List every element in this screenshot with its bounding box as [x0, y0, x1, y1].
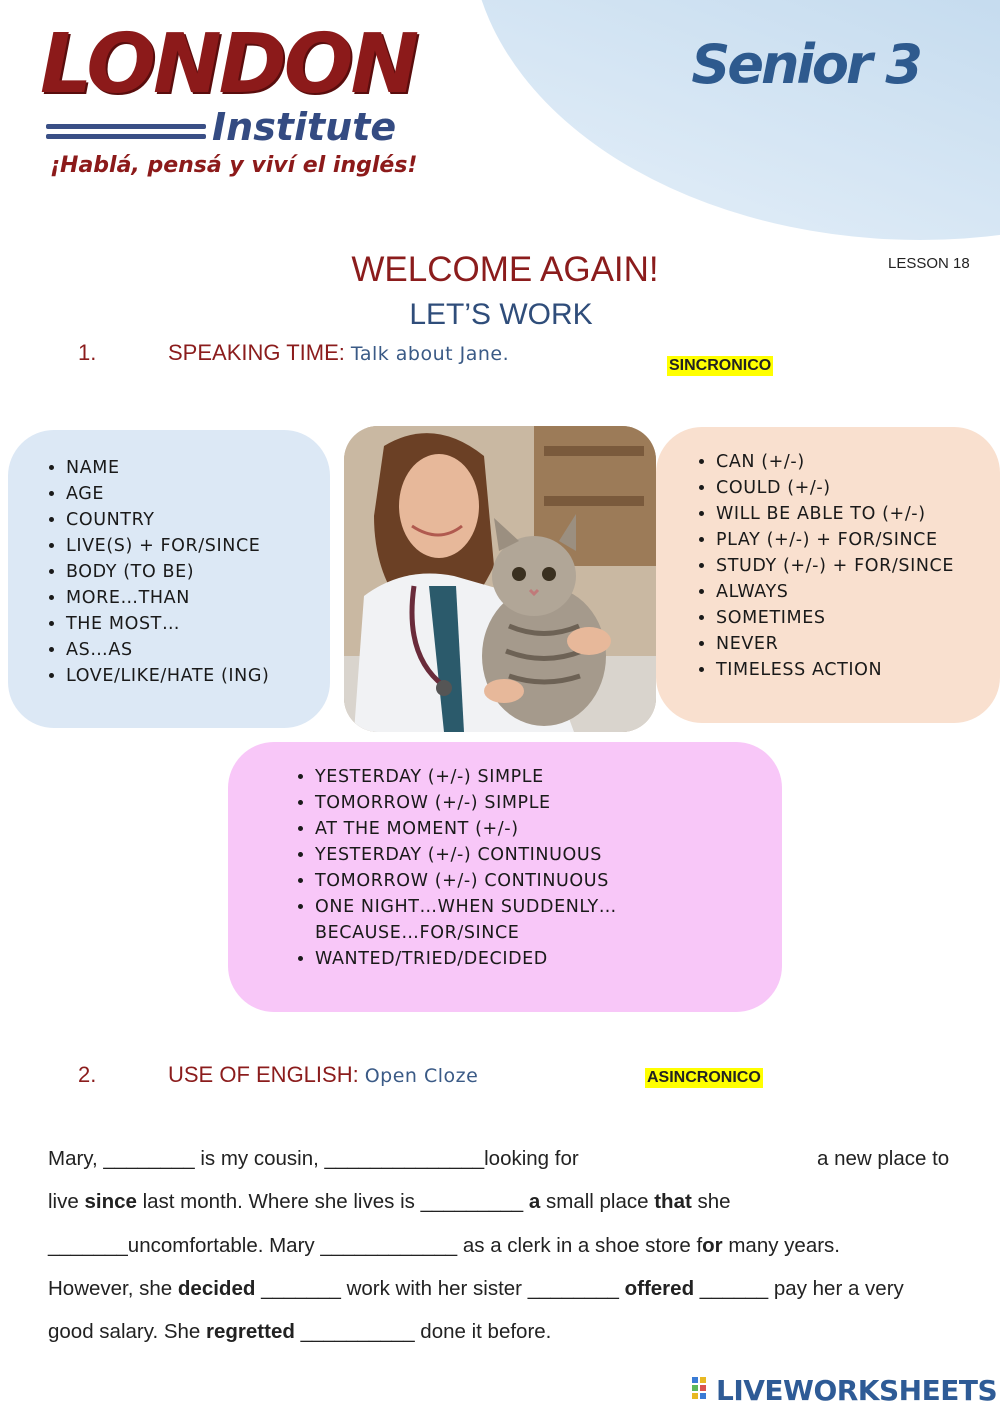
list-item: • BODY (TO BE): [66, 559, 330, 585]
list-item: • AS…AS: [66, 637, 330, 663]
logo-institute: Institute: [212, 105, 397, 149]
list-item: • AGE: [66, 481, 330, 507]
cloze-text: live: [48, 1190, 85, 1214]
logo-lines: [46, 124, 206, 144]
cloze-text: ______ pay her a very: [694, 1276, 904, 1300]
cloze-keyword: a: [528, 1190, 541, 1214]
section1-heading: [168, 340, 509, 366]
photo-illustration: [344, 426, 656, 732]
list-item: • PLAY (+/-) + FOR/SINCE: [716, 527, 1000, 553]
cloze-keyword: that: [654, 1190, 692, 1214]
cloze-keyword: offered: [624, 1276, 695, 1300]
list-item: • STUDY (+/-) + FOR/SINCE: [716, 553, 1000, 579]
cloze-text: However, she: [48, 1276, 178, 1300]
page-subtitle: LET’S WORK: [409, 298, 593, 331]
topics-list-2: [656, 427, 1000, 683]
section2-number: 2.: [78, 1062, 97, 1087]
list-item: • ONE NIGHT…WHEN SUDDENLY…BECAUSE…FOR/SINCE: [315, 894, 675, 946]
speaking-topics-box-3: [228, 742, 782, 1012]
cloze-text: last month. Where she lives is _________: [136, 1190, 529, 1214]
cloze-keyword: or: [702, 1233, 723, 1257]
list-item: • AT THE MOMENT (+/-): [315, 816, 675, 842]
cloze-keyword: decided: [177, 1276, 256, 1300]
cloze-line: [48, 1267, 978, 1310]
cloze-text: Mary, ________ is my cousin, ______________looking for: [48, 1147, 579, 1170]
section1-number: 1.: [78, 340, 97, 365]
list-item: • SOMETIMES: [716, 605, 1000, 631]
list-item: • WANTED/TRIED/DECIDED: [315, 946, 675, 972]
list-item: • YESTERDAY (+/-) SIMPLE: [315, 764, 675, 790]
cloze-keyword: regretted: [206, 1320, 295, 1344]
list-item: • COUNTRY: [66, 507, 330, 533]
topics-list-1: [8, 430, 330, 689]
list-item: • TIMELESS ACTION: [716, 657, 1000, 683]
speaking-topics-box-2: [656, 427, 1000, 723]
cloze-keyword: since: [84, 1190, 137, 1214]
cloze-line: [48, 1224, 978, 1267]
list-item: • ALWAYS: [716, 579, 1000, 605]
logo-london: LONDON: [40, 17, 417, 112]
list-item: • LOVE/LIKE/HATE (ING): [66, 663, 330, 689]
list-item: • THE MOST…: [66, 611, 330, 637]
liveworksheets-logo: [692, 1372, 997, 1408]
cloze-text: many years.: [722, 1233, 841, 1257]
lesson-label: LESSON 18: [888, 255, 970, 272]
topics-list-3: [228, 742, 675, 972]
list-item: • TOMORROW (+/-) SIMPLE: [315, 790, 675, 816]
liveworksheets-icon: [692, 1377, 714, 1403]
logo-tagline: ¡Hablá, pensá y viví el inglés!: [50, 153, 418, 178]
list-item: • LIVE(S) + FOR/SINCE: [66, 533, 330, 559]
section2-mode-badge: ASINCRONICO: [647, 1069, 761, 1086]
cloze-text: _______uncomfortable. Mary ____________ as a clerk in a shoe store f: [48, 1233, 703, 1257]
cloze-text: __________ done it before.: [294, 1320, 552, 1344]
section2-heading: [168, 1062, 478, 1088]
open-cloze-text: [48, 1137, 978, 1353]
list-item: • YESTERDAY (+/-) CONTINUOUS: [315, 842, 675, 868]
list-item: • NEVER: [716, 631, 1000, 657]
page-title: WELCOME AGAIN!: [351, 250, 659, 289]
cloze-line: [48, 1180, 978, 1223]
level-label: Senior 3: [691, 33, 920, 96]
section2-title: USE OF ENGLISH:: [168, 1062, 359, 1087]
section2-subtitle: Open Cloze: [364, 1065, 479, 1087]
cloze-text: _______ work with her sister ________: [255, 1276, 625, 1300]
cloze-line: [48, 1310, 978, 1353]
list-item: • WILL BE ABLE TO (+/-): [716, 501, 1000, 527]
list-item: • MORE…THAN: [66, 585, 330, 611]
list-item: • NAME: [66, 455, 330, 481]
list-item: • CAN (+/-): [716, 449, 1000, 475]
section1-title: SPEAKING TIME:: [168, 340, 345, 365]
cloze-text: a new place to: [817, 1147, 950, 1170]
vet-with-kitten-photo: [344, 426, 656, 732]
list-item: • TOMORROW (+/-) CONTINUOUS: [315, 868, 675, 894]
cloze-text: she: [691, 1190, 731, 1214]
list-item: • COULD (+/-): [716, 475, 1000, 501]
section1-mode-badge: SINCRONICO: [669, 357, 772, 374]
cloze-text: good salary. She: [48, 1320, 207, 1344]
speaking-topics-box-1: [8, 430, 330, 728]
cloze-line: [48, 1137, 978, 1180]
liveworksheets-wordmark: LIVEWORKSHEETS: [716, 1373, 998, 1407]
section1-subtitle: Talk about Jane.: [350, 343, 510, 365]
cloze-text: small place: [540, 1190, 655, 1214]
